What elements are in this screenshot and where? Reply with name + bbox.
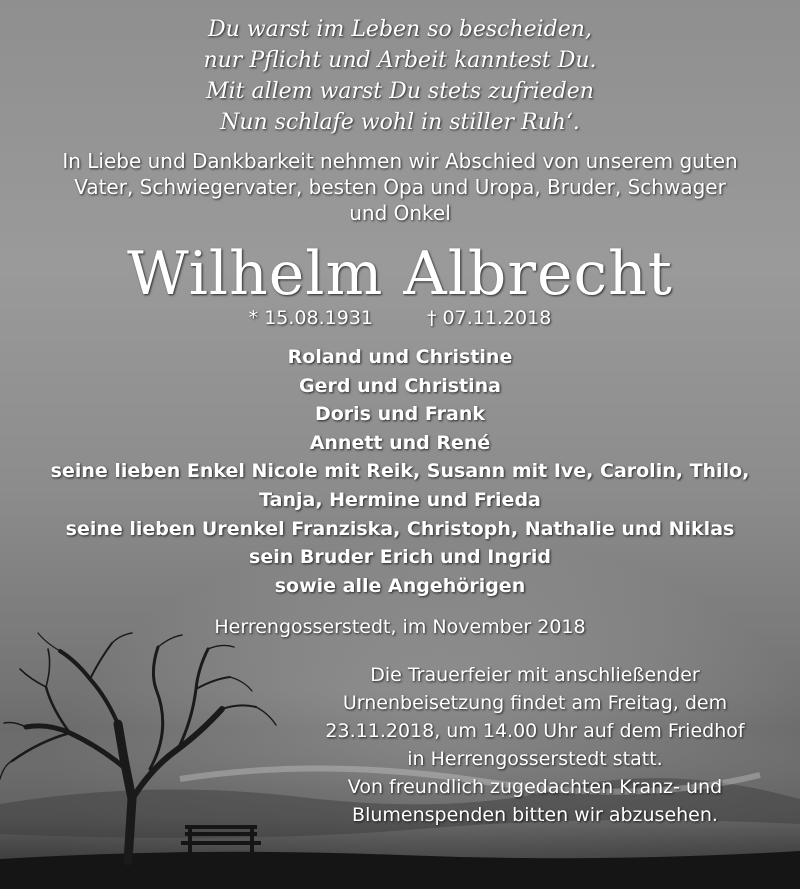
intro-line: und Onkel [349,201,451,225]
place-date: Herrengosserstedt, im November 2018 [214,616,586,638]
intro-line: In Liebe und Dankbarkeit nehmen wir Abschied von unserem guten [62,149,738,173]
death-date: † 07.11.2018 [427,307,552,329]
poem-line: Nun schlafe wohl in stiller Ruh‘. [220,110,580,135]
mourner-line: sowie alle Angehörigen [274,574,526,597]
service-line: Die Trauerfeier mit anschließender [370,664,700,686]
poem [0,14,800,138]
intro-line: Vater, Schwiegervater, besten Opa und Uropa, Bruder, Schwager [74,175,726,199]
poem-line: Du warst im Leben so bescheiden, [208,17,592,42]
poem-line: Mit allem warst Du stets zufrieden [206,79,594,104]
service-line: Blumenspenden bitten wir abzusehen. [352,804,718,826]
mourner-line: Doris und Frank [314,403,486,426]
service-line: Urnenbeisetzung findet am Freitag, dem [342,692,728,714]
deceased-name: Wilhelm Albrecht [127,239,673,309]
birth-date: * 15.08.1931 [248,307,373,329]
service-info [290,661,780,829]
mourner-line: Gerd und Christina [299,374,501,397]
life-dates [0,305,800,331]
mourner-line: Annett und René [309,431,491,454]
service-line: Von freundlich zugedachten Kranz- und [347,776,723,798]
mourners-list [0,343,800,600]
service-line: in Herrengosserstedt statt. [407,748,663,770]
mourner-line: seine lieben Urenkel Franziska, Christoph, Nathalie und Niklas [65,517,735,540]
poem-line: nur Pflicht und Arbeit kanntest Du. [203,48,597,73]
mourner-line: Roland und Christine [287,346,513,368]
mourner-line: seine lieben Enkel Nicole mit Reik, Susann mit Ive, Carolin, Thilo, [50,460,750,483]
mourner-line: Tanja, Hermine und Frieda [259,488,541,511]
intro-text [0,148,800,226]
mourner-line: sein Bruder Erich und Ingrid [249,546,551,569]
service-line: 23.11.2018, um 14.00 Uhr auf dem Friedhof [325,720,745,742]
